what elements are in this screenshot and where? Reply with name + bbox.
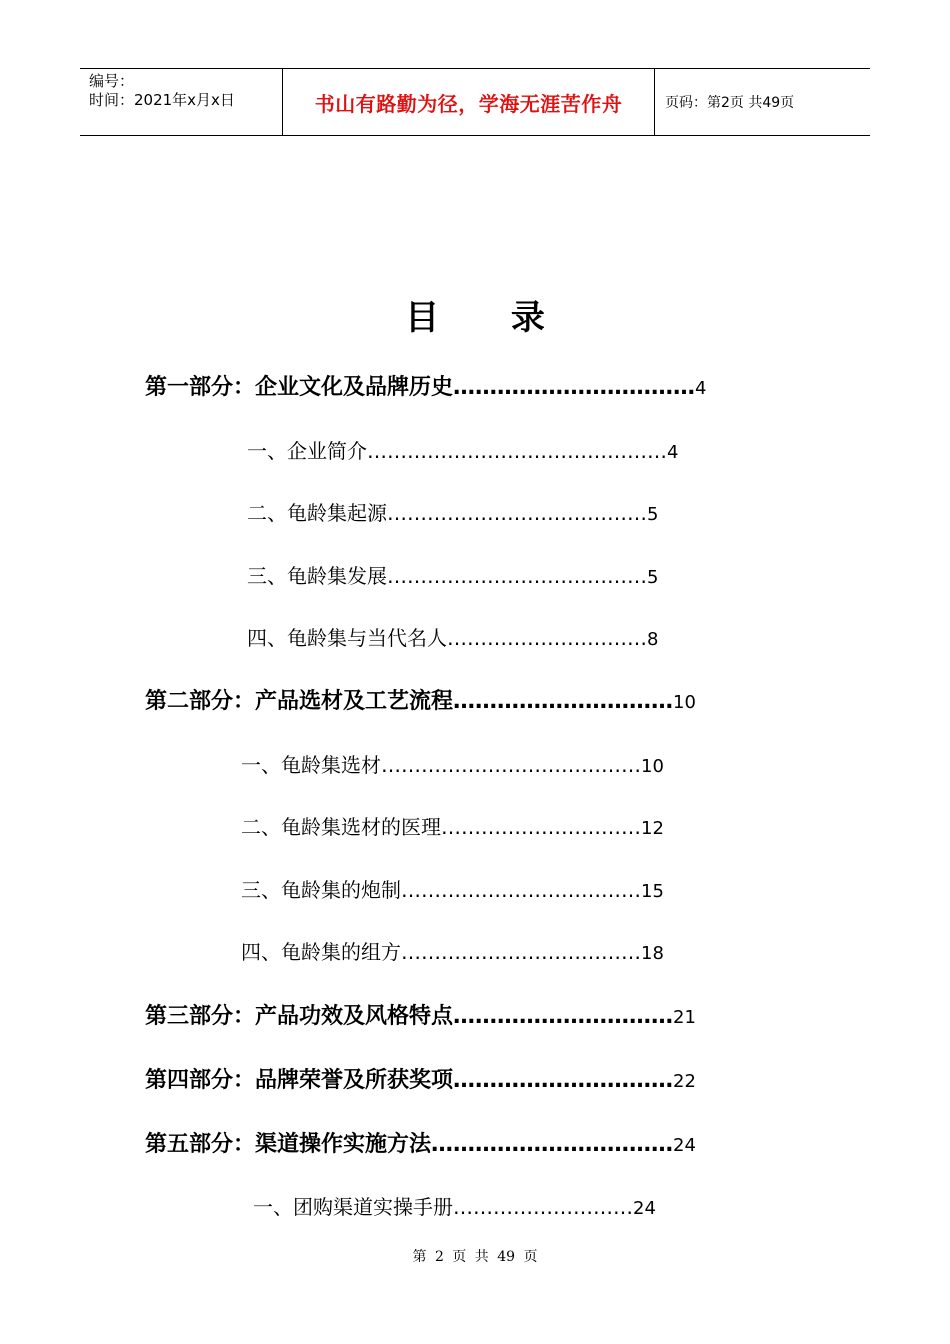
toc-entry-text: 第一部分：企业文化及品牌历史 bbox=[145, 375, 454, 400]
toc-page-number: 5 bbox=[647, 504, 659, 525]
toc-leader: ………………………………… bbox=[381, 753, 641, 777]
toc-leader: ………………………… bbox=[447, 626, 647, 650]
toc-entry-text: 四、龟龄集的组方 bbox=[241, 940, 401, 964]
toc-entry-text: 第三部分：产品功效及风格特点 bbox=[145, 1004, 454, 1029]
toc-leader: ……………………………… bbox=[401, 878, 641, 902]
toc-leader: ………………………………… bbox=[387, 501, 647, 525]
toc-entry-text: 二、龟龄集选材的医理 bbox=[241, 815, 441, 839]
toc-entry bbox=[241, 936, 664, 965]
toc-page-number: 10 bbox=[641, 756, 664, 777]
toc-entry bbox=[247, 622, 658, 651]
toc-leader: ………………………… bbox=[453, 1068, 674, 1093]
number-label: 编号： bbox=[89, 72, 135, 90]
toc-entry-text: 第五部分：渠道操作实施方法 bbox=[145, 1132, 432, 1157]
toc-entry bbox=[241, 874, 664, 903]
toc-page-number: 21 bbox=[673, 1007, 696, 1028]
toc-entry bbox=[241, 811, 664, 840]
toc-page-number: 5 bbox=[647, 567, 659, 588]
toc-page-number: 10 bbox=[673, 692, 696, 713]
toc-leader: ……………………………………… bbox=[367, 439, 667, 463]
toc-leader: ………………………… bbox=[441, 815, 641, 839]
toc-entry bbox=[241, 749, 664, 778]
toc-leader: …………………………… bbox=[453, 375, 696, 400]
toc-entry-text: 二、龟龄集起源 bbox=[247, 501, 387, 525]
toc-leader: …………………………… bbox=[431, 1132, 674, 1157]
time-label: 时间：2021年x月x日 bbox=[89, 91, 235, 109]
toc-leader: ………………………… bbox=[453, 1004, 674, 1029]
toc-page-number: 15 bbox=[641, 881, 664, 902]
header-page-info: 页码：第2页 共49页 bbox=[665, 95, 795, 111]
toc-page-number: 4 bbox=[667, 442, 679, 463]
toc-entry-text: 第四部分：品牌荣誉及所获奖项 bbox=[145, 1068, 454, 1093]
toc-entry bbox=[145, 1127, 696, 1158]
toc-entry bbox=[247, 560, 658, 589]
page-footer: 第 2 页 共 49 页 bbox=[412, 1249, 538, 1265]
header-motto: 书山有路勤为径，学海无涯苦作舟 bbox=[282, 69, 655, 135]
toc-title: 目 录 bbox=[405, 298, 575, 338]
toc-entry-text: 一、龟龄集选材 bbox=[241, 753, 381, 777]
toc-page-number: 24 bbox=[633, 1198, 656, 1219]
toc-page-number: 12 bbox=[641, 818, 664, 839]
toc-entry-text: 三、龟龄集发展 bbox=[247, 564, 387, 588]
toc-entry-text: 三、龟龄集的炮制 bbox=[241, 878, 401, 902]
toc-entry bbox=[145, 999, 696, 1030]
toc-leader: ………………………………… bbox=[387, 564, 647, 588]
toc-page-number: 22 bbox=[673, 1071, 696, 1092]
toc-entry-text: 四、龟龄集与当代名人 bbox=[247, 626, 447, 650]
toc-entry bbox=[145, 684, 696, 715]
toc-entry-text: 一、企业简介 bbox=[247, 439, 367, 463]
toc-leader: ……………………………… bbox=[401, 940, 641, 964]
toc-page-number: 8 bbox=[647, 629, 659, 650]
toc-entry bbox=[145, 370, 706, 401]
toc-entry bbox=[247, 435, 678, 464]
toc-leader: ………………………… bbox=[453, 689, 674, 714]
toc-entry bbox=[253, 1191, 656, 1220]
toc-page-number: 24 bbox=[673, 1135, 696, 1156]
toc-leader: ……………………… bbox=[453, 1195, 633, 1219]
toc-page-number: 18 bbox=[641, 943, 664, 964]
toc-entry bbox=[145, 1063, 696, 1094]
header-meta bbox=[80, 69, 282, 135]
toc-entry-text: 一、团购渠道实操手册 bbox=[253, 1195, 453, 1219]
toc-entry bbox=[247, 497, 658, 526]
page-header bbox=[80, 68, 870, 136]
toc-entry-text: 第二部分：产品选材及工艺流程 bbox=[145, 689, 454, 714]
toc-page-number: 4 bbox=[695, 378, 707, 399]
